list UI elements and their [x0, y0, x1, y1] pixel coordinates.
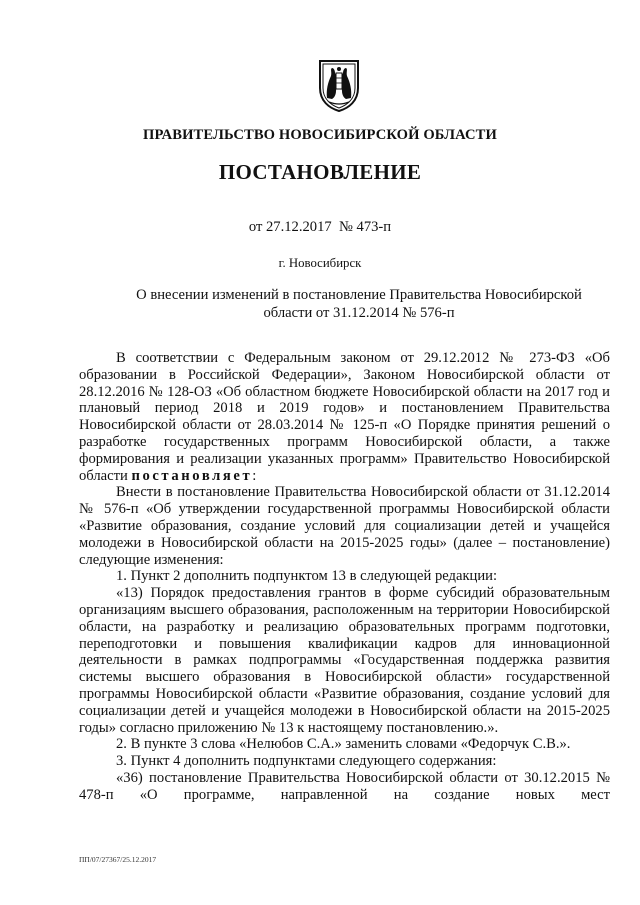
document-footer-code: ПП/07/27367/25.12.2017: [79, 855, 157, 864]
preamble-paragraph: В соответствии с Федеральным законом от 29.12.2012 № 273-ФЗ «Об образовании в Российской Федерации», Законом Новосибирской области от 28.12.2016 № 128-ОЗ «Об областном бюджете Новосибирской области на 2017 год и плановый период 2018 и 2019 годов» и постановлением Правительства Новосибирской области от 28.03.2014 № 125-п «О Порядке принятия решений о разработке государственных программ Новосибирской области, а также формирования и реализации указанных программ» Правительство Новосибирской: [79, 350, 610, 467]
resolves-word: постановляет: [131, 467, 253, 484]
city-line: г. Новосибирск: [278, 256, 362, 270]
preamble-tail: области: [79, 467, 128, 484]
item-1-text: «13) Порядок предоставления грантов в форме субсидий образовательным организациям высшего образования, расположенным на территории Новосибирской области, на разработку и реализацию образовательных программ подготовки, переподготовки и повышения квалификации кадров для инновационной деятельности в рамках подпрограммы «Государственная поддержка развития системы высшего образования в Новосибирской области» государственной программы Новосибирской области «Развитие образования, создание условий для социализации детей и учащейся молодежи в Новосибирской области на 2015-2025 годы» согласно приложению № 13 к настоящему постановлению.».: [79, 585, 610, 736]
date-and-number: от 27.12.2017 № 473-п: [248, 219, 392, 235]
intro-paragraph: Внести в постановление Правительства Новосибирской области от 31.12.2014 № 576-п «Об утверждении государственной программы Новосибирской области «Развитие образования, создание условий для социализации детей и учащейся молодежи в Новосибирской области на 2015-2025 годы» (далее – постановление) следующие изменения:: [79, 484, 610, 568]
item-2-text: 2. В пункте 3 слова «Нелюбов С.А.» заменить словами «Федорчук С.В.».: [116, 736, 571, 753]
item-1-heading: 1. Пункт 2 дополнить подпунктом 13 в следующей редакции:: [116, 568, 498, 585]
government-name: ПРАВИТЕЛЬСТВО НОВОСИБИРСКОЙ ОБЛАСТИ: [143, 127, 497, 143]
novosibirsk-coat-of-arms-icon: [316, 58, 362, 112]
item-3-heading: 3. Пункт 4 дополнить подпунктами следующего содержания:: [116, 753, 497, 770]
document-body: [79, 350, 610, 804]
item-3-text: «36) постановление Правительства Новосибирской области от 30.12.2015 № 478-п «О программе, направленной на создание новых мест: [79, 769, 610, 803]
document-type-title: ПОСТАНОВЛЕНИЕ: [218, 160, 422, 184]
resolves-line: [79, 468, 610, 485]
document-subject: О внесении изменений в постановление Правительства Новосибирской области от 31.12.2014 № 576-п: [136, 287, 582, 321]
resolves-colon: :: [252, 467, 257, 484]
